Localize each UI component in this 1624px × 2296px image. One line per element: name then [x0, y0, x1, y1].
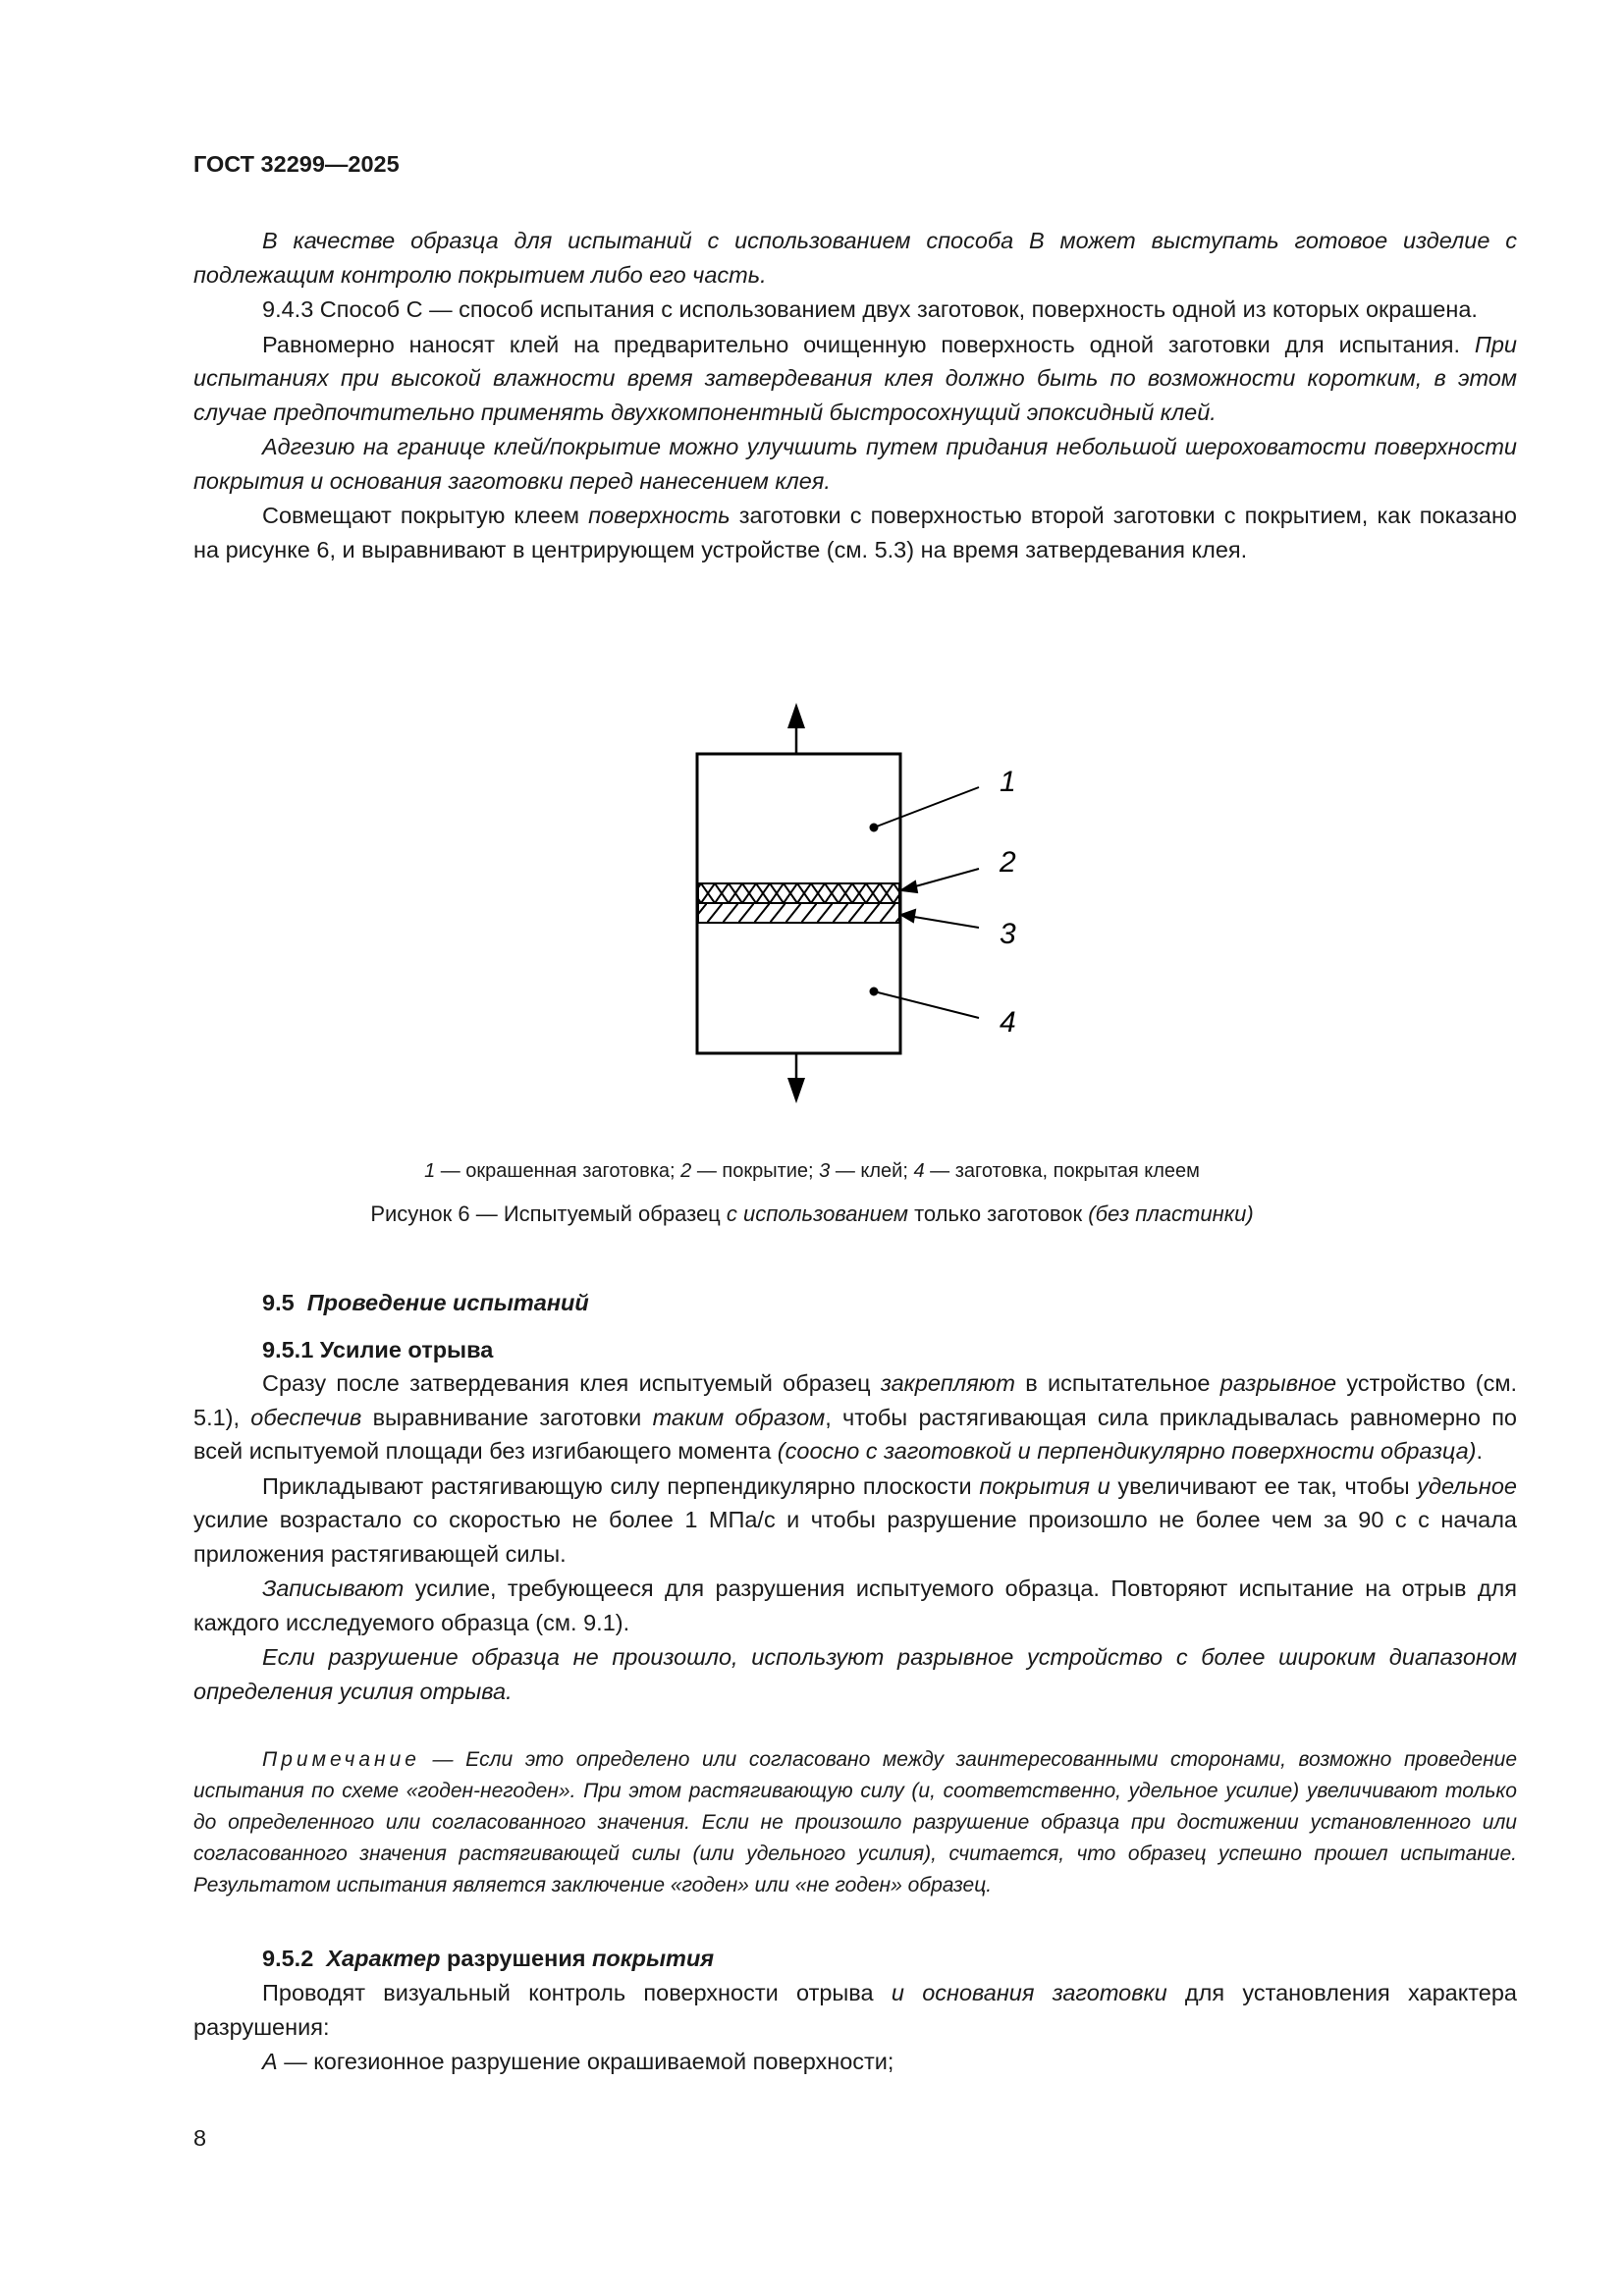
paragraph [193, 1640, 1517, 1708]
arrow-up-icon [787, 703, 805, 754]
note-text: — Если это определено или согласовано между заинтересованными сторонами, возможно проведение испытания по схеме «годен-негоден». При этом растягивающую силу (и, соответственно, удельное усилие) увеличивают только до определенного или согласованного значения. Если не произошло разрушение образца при достижении установленного или согласованного значения растягивающей силы (или удельного усилия), считается, что образец успешно прошел испытание. Результатом испытания является заключение «годен» или «не годен» образец. [193, 1748, 1517, 1896]
text-run: Совмещают покрытую клеем [262, 503, 589, 528]
arrow-down-icon [787, 1053, 805, 1103]
legend-num: 3 [819, 1160, 831, 1182]
text-run: увеличивают ее так, чтобы [1110, 1472, 1418, 1499]
figure-label-3: 3 [1000, 918, 1016, 950]
text-run: Прикладывают растягивающую силу перпендикулярно плоскости [262, 1472, 980, 1499]
text-run: закрепляют [880, 1370, 1015, 1396]
paragraph [193, 1976, 1517, 2044]
text-run: , чтобы растягивающая сила прикладывалась равномерно по всей испытуемой площади без изгибающего момента [193, 1404, 1517, 1464]
text-run: усилие возрастало со скоростью не более 1 МПа/с и чтобы разрушение произошло не более чем за 90 с с начала приложения растягивающей силы. [193, 1507, 1517, 1567]
document-header: ГОСТ 32299—2025 [193, 151, 400, 177]
text-run: и основания заготовки [891, 1980, 1167, 2005]
legend-text: — покрытие; [691, 1160, 820, 1182]
coating-layer [698, 883, 899, 903]
adhesive-layer [698, 903, 899, 923]
body-block-2 [193, 1366, 1517, 1709]
text-run: устройство (см. 5.1), [193, 1370, 1518, 1430]
text-run: с использованием [726, 1201, 908, 1226]
text-run: только заготовок [907, 1201, 1089, 1226]
text-run: выравнивание заготовки [361, 1404, 653, 1430]
text-run: Записывают [262, 1575, 405, 1601]
text-run: 9.4.3 Способ С — способ испытания с использованием двух заготовок, поверхность одной из которых окрашена. [262, 296, 1478, 322]
text-run: удельное [1417, 1472, 1517, 1499]
paragraph [193, 1366, 1517, 1468]
text-run: разрывное [1219, 1370, 1337, 1396]
figure-label-2: 2 [1000, 846, 1016, 879]
note-label: Примечание [262, 1748, 420, 1771]
legend-text: — заготовка, покрытая клеем [924, 1160, 1200, 1182]
text-run: (без пластинки) [1088, 1201, 1254, 1226]
paragraph [193, 1572, 1517, 1639]
text-run: — когезионное разрушение окрашиваемой поверхности; [277, 2049, 894, 2074]
text-run: обеспечив [250, 1404, 362, 1430]
legend-num: 4 [913, 1160, 925, 1182]
text-run: Проводят визуальный контроль поверхности отрыва [262, 1980, 892, 2005]
paragraph [193, 2045, 1517, 2079]
legend-num: 2 [680, 1160, 692, 1182]
figure-caption [0, 1201, 1624, 1227]
text-run: таким образом [652, 1404, 826, 1430]
text-run: для установления характера разрушения: [193, 1980, 1517, 2040]
text-run: заготовки с поверхностью второй заготовки с покрытием, как показано на рисунке 6, и выравнивают в центрирующем устройстве (см. 5.3) на время затвердевания клея. [193, 503, 1517, 562]
text-run: покрытия и [979, 1472, 1110, 1499]
section-number: 9.5.2 [262, 1946, 314, 1971]
text-run: Рисунок 6 — Испытуемый образец [370, 1201, 727, 1226]
section-9-5-heading [193, 1286, 1517, 1321]
text-run: усилие, требующееся для разрушения испытуемого образца. Повторяют испытание на отрыв для каждого исследуемого образца (см. 9.1). [193, 1575, 1517, 1635]
legend-text: — окрашенная заготовка; [435, 1160, 681, 1182]
figure-label-1: 1 [1000, 766, 1016, 798]
figure-legend [0, 1160, 1624, 1183]
text-run: (соосно с заготовкой и перпендикулярно поверхности образца) [777, 1438, 1477, 1464]
note-block [193, 1744, 1517, 1902]
section-title-italic: Характер [326, 1946, 441, 1971]
text-run: поверхность [588, 503, 731, 528]
section-title: Проведение испытаний [306, 1290, 589, 1315]
text-run: в испытательное [1014, 1370, 1220, 1396]
section-number: 9.5 [262, 1290, 295, 1315]
text-run: В качестве образца для испытаний с использованием способа В может выступать готовое изделие с подлежащим контролю покрытием либо его часть. [193, 228, 1517, 288]
page-number: 8 [193, 2125, 207, 2151]
legend-text: — клей; [830, 1160, 914, 1182]
text-run: А [262, 2049, 278, 2074]
text-run: При испытаниях при высокой влажности время затвердевания клея должно быть по возможности коротким, в этом случае предпочтительно применять двухкомпонентный быстросохнущий эпоксидный клей. [193, 331, 1517, 425]
text-run: Равномерно наносят клей на предварительно очищенную поверхность одной заготовки для испытания. [262, 331, 1475, 357]
figure-label-4: 4 [1000, 1006, 1016, 1039]
text-run: Если разрушение образца не произошло, используют разрывное устройство с более широким диапазоном определения усилия отрыва. [193, 1644, 1517, 1704]
section-9-5-1-heading [193, 1333, 1517, 1368]
body-block-3 [193, 1976, 1517, 2080]
legend-num: 1 [424, 1160, 436, 1182]
paragraph [193, 1469, 1517, 1572]
section-title: 9.5.1 Усилие отрыва [262, 1337, 494, 1362]
text-run: Сразу после затвердевания клея испытуемый образец [262, 1370, 881, 1396]
section-title-mid: разрушения [440, 1946, 593, 1971]
section-title-end: покрытия [592, 1946, 715, 1971]
text-run: Адгезию на границе клей/покрытие можно улучшить путем придания небольшой шероховатости поверхности покрытия и основания заготовки перед нанесением клея. [193, 434, 1517, 494]
text-run: . [1476, 1438, 1484, 1464]
section-9-5-2-heading [193, 1942, 1517, 1977]
